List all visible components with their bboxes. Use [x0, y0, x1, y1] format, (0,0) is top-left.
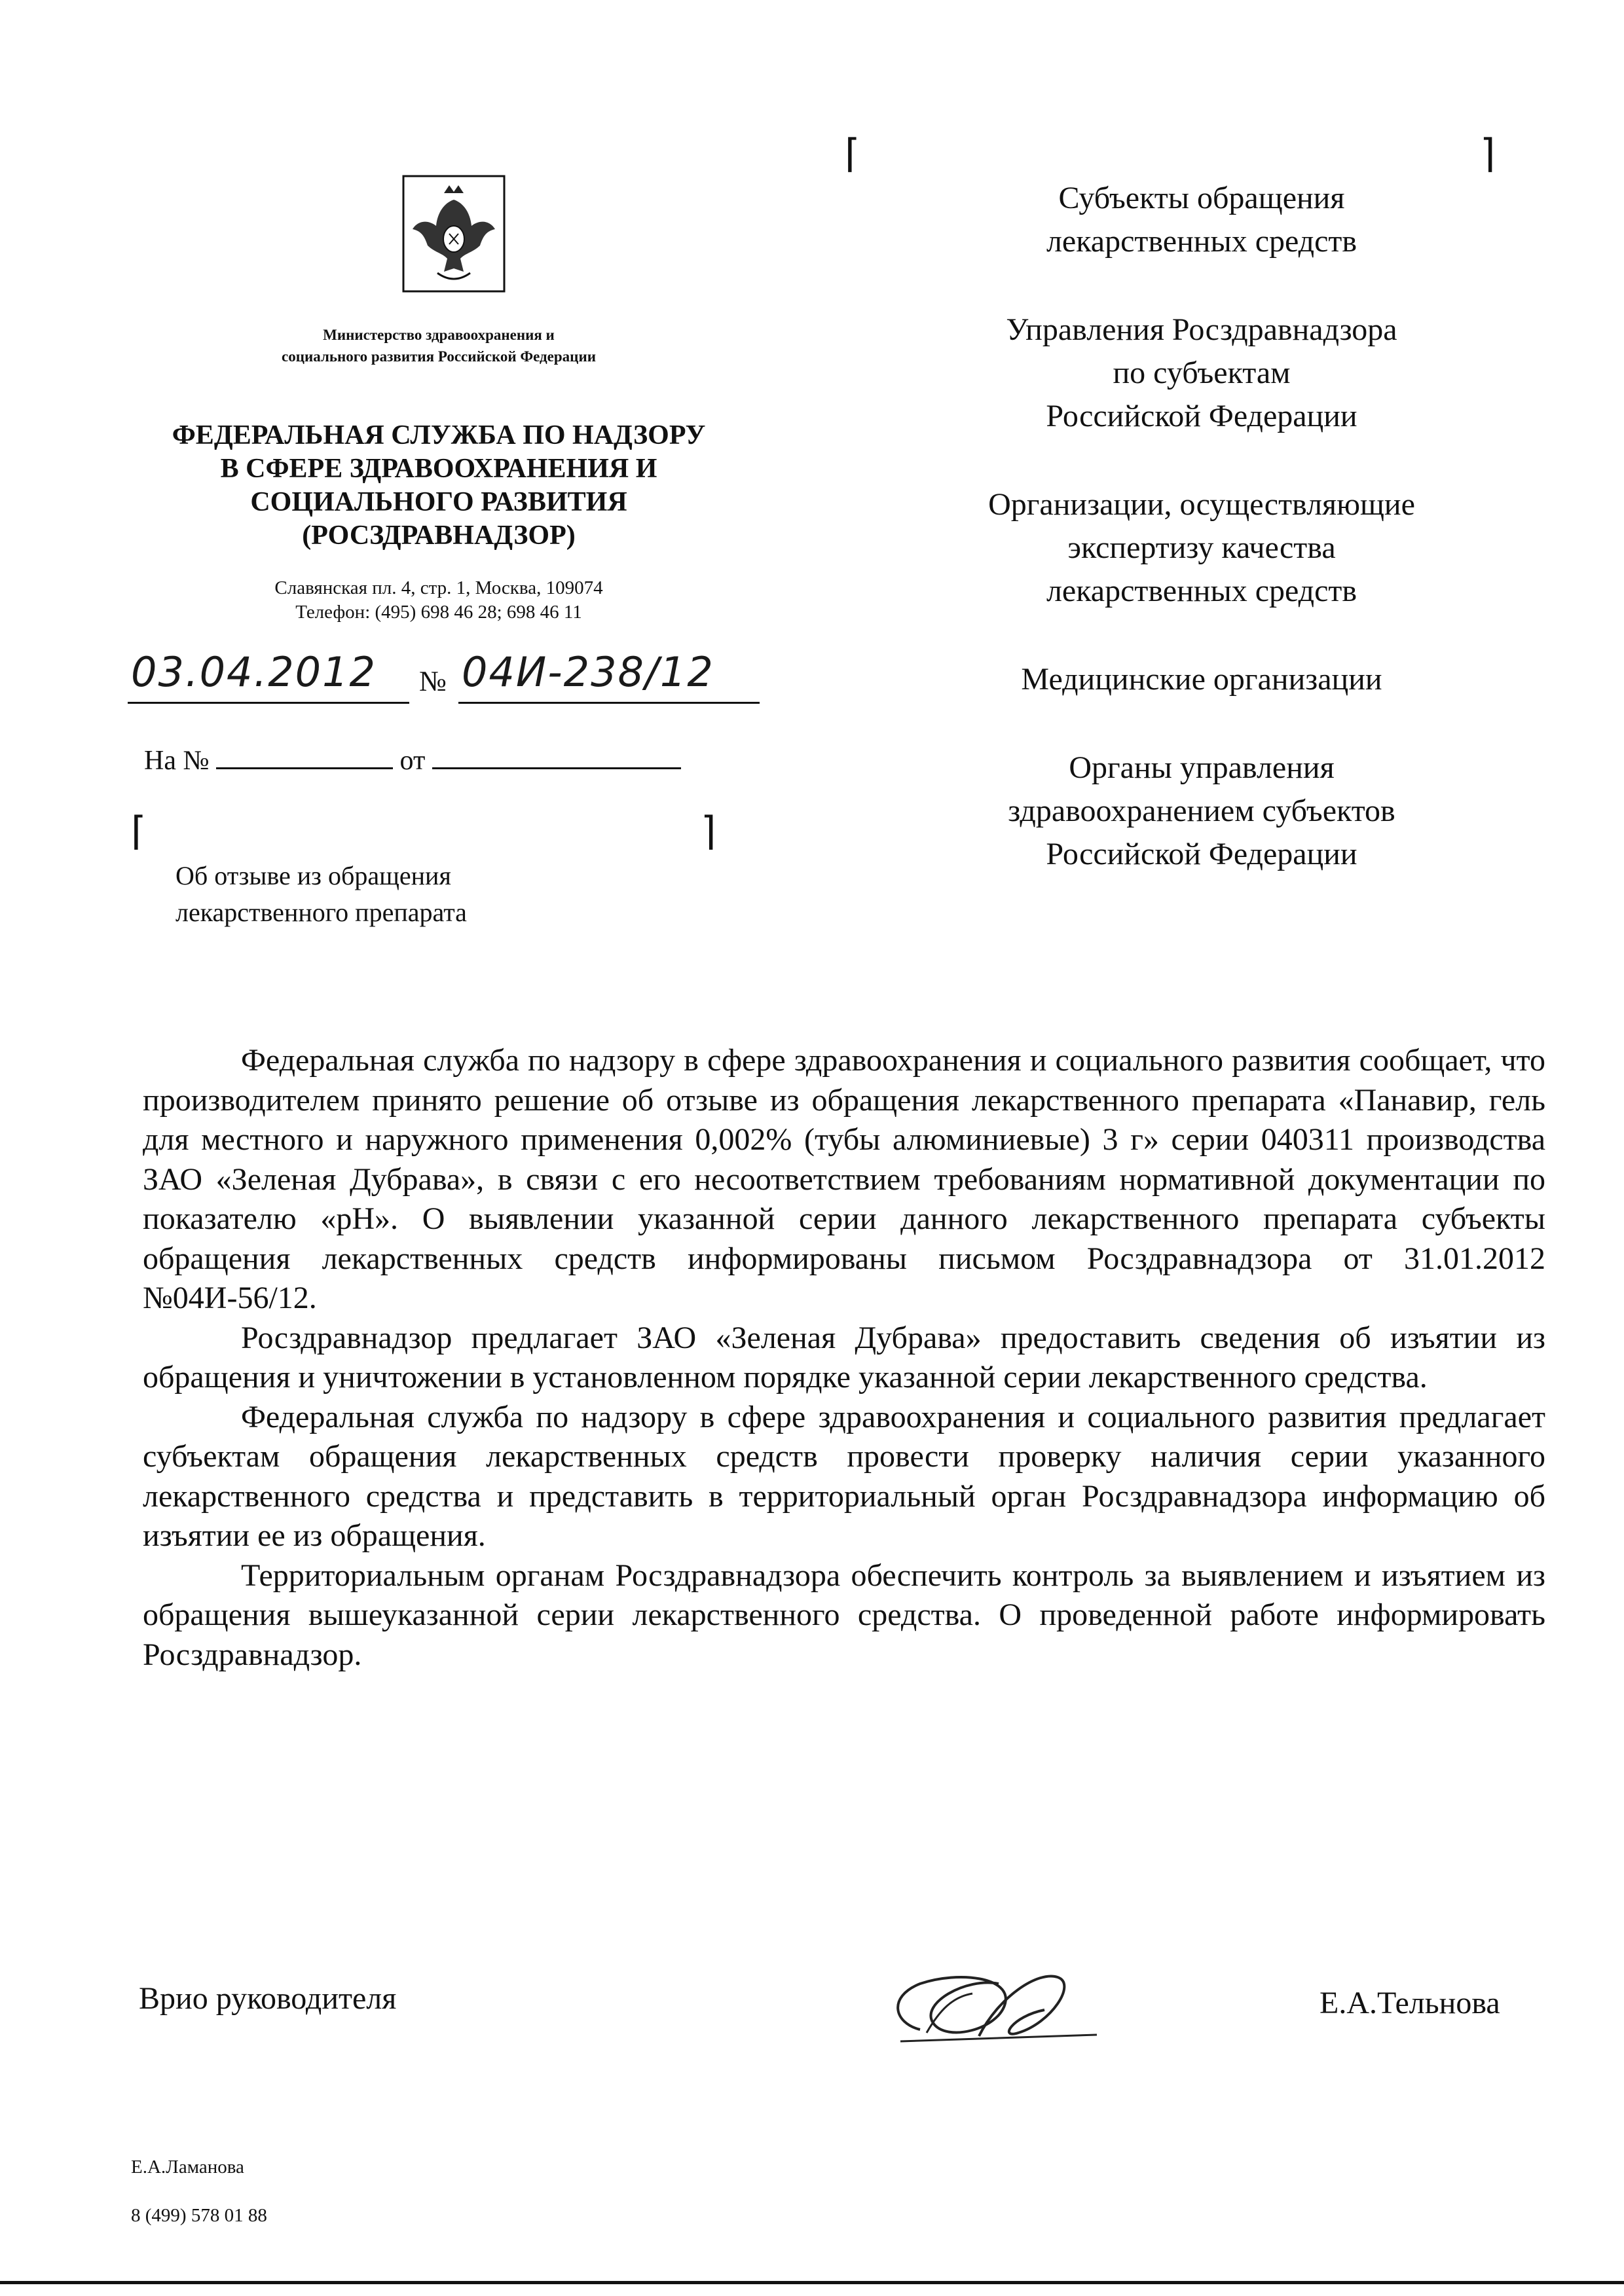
service-address: [157, 576, 720, 625]
date-underline: [128, 702, 409, 704]
phone-line: Телефон: (495) 698 46 28; 698 46 11: [295, 602, 582, 623]
executor-phone: 8 (499) 578 01 88: [131, 2205, 267, 2226]
addressee-list: [891, 177, 1513, 921]
body-paragraph: Федеральная служба по надзору в сфере здравоохранения и социального развития сообщает, что производителем принято решение об отзыве из обращения лекарственного препарата «Панавир, гель для местного и наружного применения 0,002% (тубы алюминиевые) 3 г» серии 040311 производства ЗАО «Зеленая Дубрава», в связи с его несоответствием требованиям нормативной документации по показателю «pH». О выявлении указанной серии данного лекарственного препарата субъекты обращения лекарственных средств информированы письмом Росздравнадзора от 31.01.2012 №04И-56/12.: [143, 1043, 1545, 1315]
body-paragraph: Федеральная служба по надзору в сфере здравоохранения и социального развития предлагает субъектам обращения лекарственных средств провести проверку наличия серии указанного лекарственного средства и представить в территориальный орган Росздравнадзора информацию об изъятии ее из обращения.: [143, 1399, 1545, 1553]
addressee-item: Медицинские организации: [1021, 662, 1382, 697]
handwritten-signature: [881, 1958, 1116, 2056]
executor-info: [131, 2131, 267, 2252]
number-sign: №: [419, 665, 447, 697]
letter-body: [143, 1041, 1545, 1675]
service-name: ФЕДЕРАЛЬНАЯ СЛУЖБА ПО НАДЗОРУ В СФЕРЕ ЗДРАВООХРАНЕНИЯ И СОЦИАЛЬНОГО РАЗВИТИЯ (РОСЗДРАВНАДЗОР): [172, 420, 706, 551]
coat-of-arms-icon: [398, 173, 509, 295]
corner-bracket: ⌉: [1480, 131, 1496, 177]
addressee-item: Субъекты обращения лекарственных средств: [1046, 181, 1357, 259]
body-paragraph: Территориальным органам Росздравнадзора обеспечить контроль за выявлением и изъятием из обращения вышеуказанной серии лекарственного средства. О проведенной работе информировать Росздравнадзор.: [143, 1558, 1545, 1672]
document-number: 04И-238/12: [462, 648, 714, 696]
addressee-item: Органы управления здравоохранением субъектов Российской Федерации: [1008, 750, 1395, 871]
corner-bracket: ⌉: [701, 809, 716, 854]
reference-date-blank: [432, 767, 681, 769]
executor-name: Е.А.Ламанова: [131, 2157, 244, 2178]
signer-position: Врио руководителя: [139, 1981, 397, 2016]
addressee-item: Управления Росздравнадзора по субъектам Российской Федерации: [1006, 312, 1397, 433]
number-underline: [458, 702, 760, 704]
document-date: 03.04.2012: [131, 648, 377, 696]
address-line: Славянская пл. 4, стр. 1, Москва, 109074: [274, 577, 603, 598]
addressee-item: Организации, осуществляющие экспертизу качества лекарственных средств: [988, 487, 1415, 608]
ministry-name: Министерство здравоохранения и социального развития Российской Федерации: [282, 327, 596, 365]
letter-subject: Об отзыве из обращения лекарственного препарата: [175, 861, 467, 927]
reference-line: [144, 745, 681, 776]
body-paragraph: Росздравнадзор предлагает ЗАО «Зеленая Дубрава» предоставить сведения об изъятии из обращения и уничтожении в установленном порядке указанной серии лекарственного средства.: [143, 1320, 1545, 1394]
reference-from: от: [399, 746, 426, 776]
page-bottom-rule: [0, 2281, 1624, 2284]
corner-bracket: ⌈: [845, 131, 860, 177]
reference-number-blank: [216, 767, 393, 769]
reference-prefix: На №: [144, 746, 210, 776]
corner-bracket: ⌈: [131, 809, 147, 854]
signer-name: Е.А.Тельнова: [1320, 1986, 1500, 2020]
